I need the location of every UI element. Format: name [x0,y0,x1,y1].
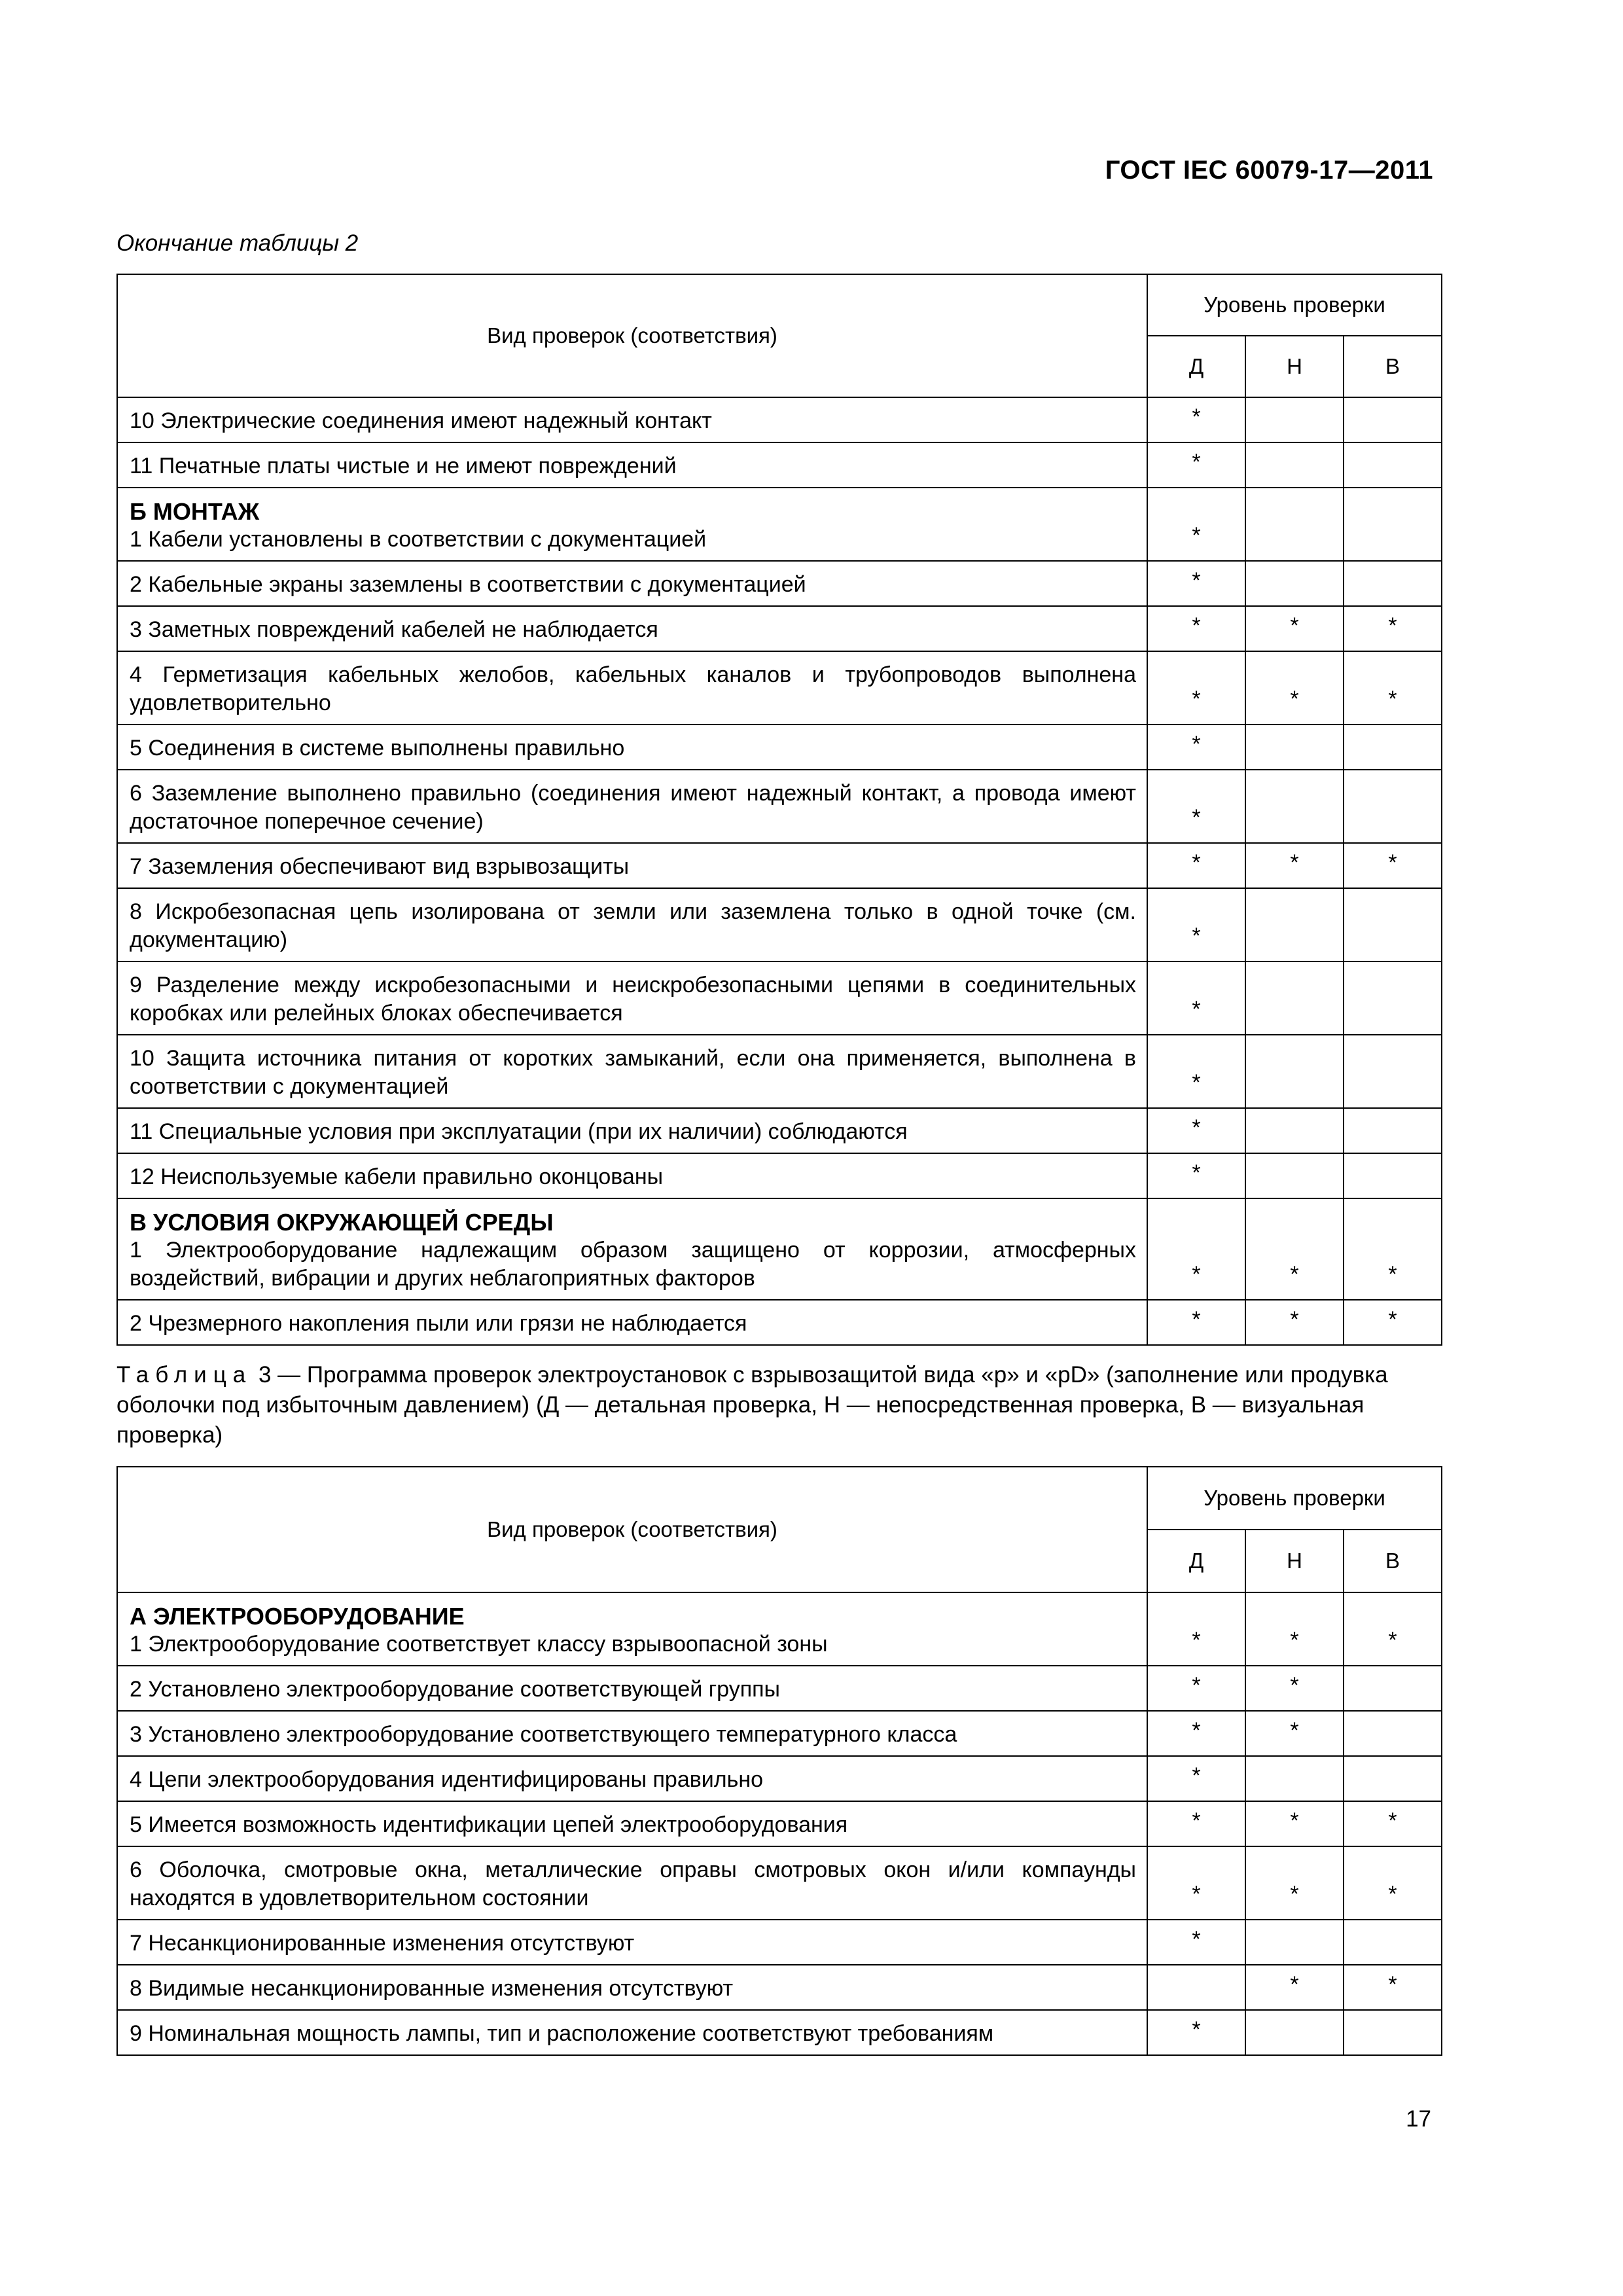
check-level-v: * [1344,1846,1442,1920]
check-level-n: * [1245,1300,1344,1345]
check-level-v [1344,1108,1442,1153]
row-description [117,488,1147,561]
check-level-d: * [1147,651,1245,725]
check-level-n [1245,1035,1344,1108]
row-text: 9 Номинальная мощность лампы, тип и расположение соответствуют требованиям [130,2021,994,2046]
check-level-n [1245,397,1344,442]
check-level-v [1344,442,1442,488]
check-level-d: * [1147,1198,1245,1300]
check-level-n [1245,561,1344,606]
section-title: В УСЛОВИЯ ОКРУЖАЮЩЕЙ СРЕДЫ [130,1209,554,1236]
table-row [117,1920,1442,1965]
table-row [117,1198,1442,1300]
row-description [117,1801,1147,1846]
check-level-v [1344,1035,1442,1108]
check-level-v: * [1344,651,1442,725]
check-level-v [1344,1756,1442,1801]
table-row [117,561,1442,606]
table2-header-level: Уровень проверки [1147,274,1442,336]
check-level-n: * [1245,1711,1344,1756]
check-level-n: * [1245,1198,1344,1300]
table-row [117,1711,1442,1756]
check-level-n: * [1245,651,1344,725]
row-description [117,1108,1147,1153]
check-level-d: * [1147,606,1245,651]
row-text: 1 Электрооборудование соответствует классу взрывоопасной зоны [130,1632,828,1657]
section-title: Б МОНТАЖ [130,498,260,525]
check-level-v: * [1344,1965,1442,2010]
table2-body [117,397,1442,1345]
check-level-v [1344,888,1442,961]
check-level-v [1344,770,1442,843]
check-level-d: * [1147,1592,1245,1666]
document-header: ГОСТ IEC 60079-17—2011 [1105,156,1433,185]
check-level-v [1344,1920,1442,1965]
check-level-n [1245,1153,1344,1198]
row-description [117,725,1147,770]
table2-header-n: Н [1245,336,1344,397]
row-text: 11 Специальные условия при эксплуатации (при их наличии) соблюдаются [130,1119,908,1144]
row-text: 7 Несанкционированные изменения отсутствуют [130,1931,635,1956]
row-text: 3 Заметных повреждений кабелей не наблюдается [130,617,658,642]
check-level-v [1344,1666,1442,1711]
check-level-d: * [1147,725,1245,770]
row-text: 8 Видимые несанкционированные изменения отсутствуют [130,1976,734,2001]
row-description [117,561,1147,606]
row-description [117,397,1147,442]
check-level-d: * [1147,561,1245,606]
table-row [117,1035,1442,1108]
table-row [117,770,1442,843]
check-level-v: * [1344,1592,1442,1666]
row-description [117,1846,1147,1920]
row-description [117,651,1147,725]
table3-caption-label: Таблица [116,1362,253,1388]
check-level-v: * [1344,1300,1442,1345]
check-level-d: * [1147,2010,1245,2055]
table3-header-description: Вид проверок (соответствия) [117,1467,1147,1592]
table-row [117,442,1442,488]
row-description [117,606,1147,651]
check-level-v [1344,725,1442,770]
row-text: 6 Заземление выполнено правильно (соединения имеют надежный контакт, а провода имеют достаточное поперечное сечение) [130,781,1136,834]
check-level-v [1344,1153,1442,1198]
row-description [117,442,1147,488]
check-level-v [1344,561,1442,606]
table2-header-d: Д [1147,336,1245,397]
page-number: 17 [1406,2106,1431,2132]
table2-header-v: В [1344,336,1442,397]
row-description [117,1300,1147,1345]
check-level-n [1245,961,1344,1035]
row-description [117,1198,1147,1300]
table3-caption-text: 3 — Программа проверок электроустановок с взрывозащитой вида «р» и «pD» (заполнение или продувка оболочки под избыточным давлением) (Д — детальная проверка, Н — непосредственная проверка, В — визуальная проверка) [116,1362,1388,1448]
check-level-d: * [1147,488,1245,561]
table-row [117,488,1442,561]
table-row [117,843,1442,888]
check-level-d: * [1147,1801,1245,1846]
row-description [117,1756,1147,1801]
row-text: 5 Соединения в системе выполнены правильно [130,736,625,761]
row-text: 2 Установлено электрооборудование соответствующей группы [130,1677,780,1702]
check-level-v: * [1344,843,1442,888]
row-description [117,1035,1147,1108]
row-text: 5 Имеется возможность идентификации цепей электрооборудования [130,1812,848,1837]
check-level-d: * [1147,1756,1245,1801]
check-level-v [1344,488,1442,561]
row-text: 10 Защита источника питания от коротких замыканий, если она применяется, выполнена в соответствии с документацией [130,1046,1136,1099]
row-text: 11 Печатные платы чистые и не имеют повреждений [130,454,677,478]
table-row [117,1300,1442,1345]
table-row [117,397,1442,442]
table3-body [117,1592,1442,2055]
table-row [117,1108,1442,1153]
check-level-d: * [1147,1920,1245,1965]
row-text: 4 Герметизация кабельных желобов, кабельных каналов и трубопроводов выполнена удовлетворительно [130,662,1136,715]
check-level-v: * [1344,1198,1442,1300]
row-description [117,2010,1147,2055]
check-level-n [1245,1920,1344,1965]
table-row [117,1592,1442,1666]
table3-header-d: Д [1147,1530,1245,1592]
check-level-n: * [1245,1666,1344,1711]
table-row [117,1965,1442,2010]
table-row [117,1153,1442,1198]
check-level-v [1344,1711,1442,1756]
row-description [117,1965,1147,2010]
row-text: 1 Электрооборудование надлежащим образом защищено от коррозии, атмосферных воздействий, вибрации и других неблагоприятных факторов [130,1238,1136,1291]
row-text: 12 Неиспользуемые кабели правильно оконцованы [130,1164,664,1189]
check-level-n [1245,1756,1344,1801]
row-description [117,843,1147,888]
check-level-n [1245,725,1344,770]
check-level-d: * [1147,888,1245,961]
check-level-d: * [1147,1300,1245,1345]
table-row [117,1846,1442,1920]
row-text: 6 Оболочка, смотровые окна, металлические оправы смотровых окон и/или компаунды находятся в удовлетворительном состоянии [130,1857,1136,1910]
check-level-n [1245,770,1344,843]
table3-header-level: Уровень проверки [1147,1467,1442,1530]
check-level-d: * [1147,961,1245,1035]
row-description [117,961,1147,1035]
table-row [117,1666,1442,1711]
table-row [117,725,1442,770]
table-row [117,606,1442,651]
check-level-n: * [1245,843,1344,888]
table-row [117,888,1442,961]
row-text: 3 Установлено электрооборудование соответствующего температурного класса [130,1722,957,1747]
row-description [117,1920,1147,1965]
row-description [117,1153,1147,1198]
row-text: 8 Искробезопасная цепь изолирована от земли или заземлена только в одной точке (см. документацию) [130,899,1136,952]
check-level-d [1147,1965,1245,2010]
row-description [117,1711,1147,1756]
table2 [116,274,1442,1346]
check-level-n: * [1245,1965,1344,2010]
check-level-v: * [1344,606,1442,651]
table-row [117,2010,1442,2055]
table3-header-n: Н [1245,1530,1344,1592]
check-level-v [1344,961,1442,1035]
check-level-v: * [1344,1801,1442,1846]
check-level-d: * [1147,1108,1245,1153]
table3-caption [116,1360,1441,1450]
check-level-n [1245,442,1344,488]
check-level-n [1245,888,1344,961]
table3 [116,1466,1442,2056]
check-level-d: * [1147,1666,1245,1711]
check-level-d: * [1147,397,1245,442]
check-level-n: * [1245,1592,1344,1666]
check-level-n: * [1245,1846,1344,1920]
row-text: 1 Кабели установлены в соответствии с документацией [130,527,707,552]
table-row [117,1756,1442,1801]
row-text: 4 Цепи электрооборудования идентифицированы правильно [130,1767,764,1792]
row-text: 2 Чрезмерного накопления пыли или грязи не наблюдается [130,1311,747,1336]
check-level-d: * [1147,770,1245,843]
table-row [117,1801,1442,1846]
table-row [117,651,1442,725]
row-description [117,770,1147,843]
table3-header-v: В [1344,1530,1442,1592]
row-text: 2 Кабельные экраны заземлены в соответствии с документацией [130,572,806,597]
row-text: 7 Заземления обеспечивают вид взрывозащиты [130,854,630,879]
section-title: А ЭЛЕКТРООБОРУДОВАНИЕ [130,1603,465,1630]
row-description [117,1666,1147,1711]
check-level-n: * [1245,606,1344,651]
check-level-d: * [1147,442,1245,488]
check-level-v [1344,2010,1442,2055]
table-row [117,961,1442,1035]
row-text: 9 Разделение между искробезопасными и неискробезопасными цепями в соединительных коробках или релейных блоках обеспечивается [130,973,1136,1026]
check-level-n: * [1245,1801,1344,1846]
check-level-n [1245,2010,1344,2055]
check-level-d: * [1147,1153,1245,1198]
row-description [117,1592,1147,1666]
check-level-n [1245,488,1344,561]
row-text: 10 Электрические соединения имеют надежный контакт [130,408,712,433]
check-level-v [1344,397,1442,442]
table2-caption: Окончание таблицы 2 [116,230,359,256]
check-level-d: * [1147,1846,1245,1920]
check-level-n [1245,1108,1344,1153]
table2-header-description: Вид проверок (соответствия) [117,274,1147,397]
check-level-d: * [1147,1711,1245,1756]
row-description [117,888,1147,961]
check-level-d: * [1147,843,1245,888]
check-level-d: * [1147,1035,1245,1108]
